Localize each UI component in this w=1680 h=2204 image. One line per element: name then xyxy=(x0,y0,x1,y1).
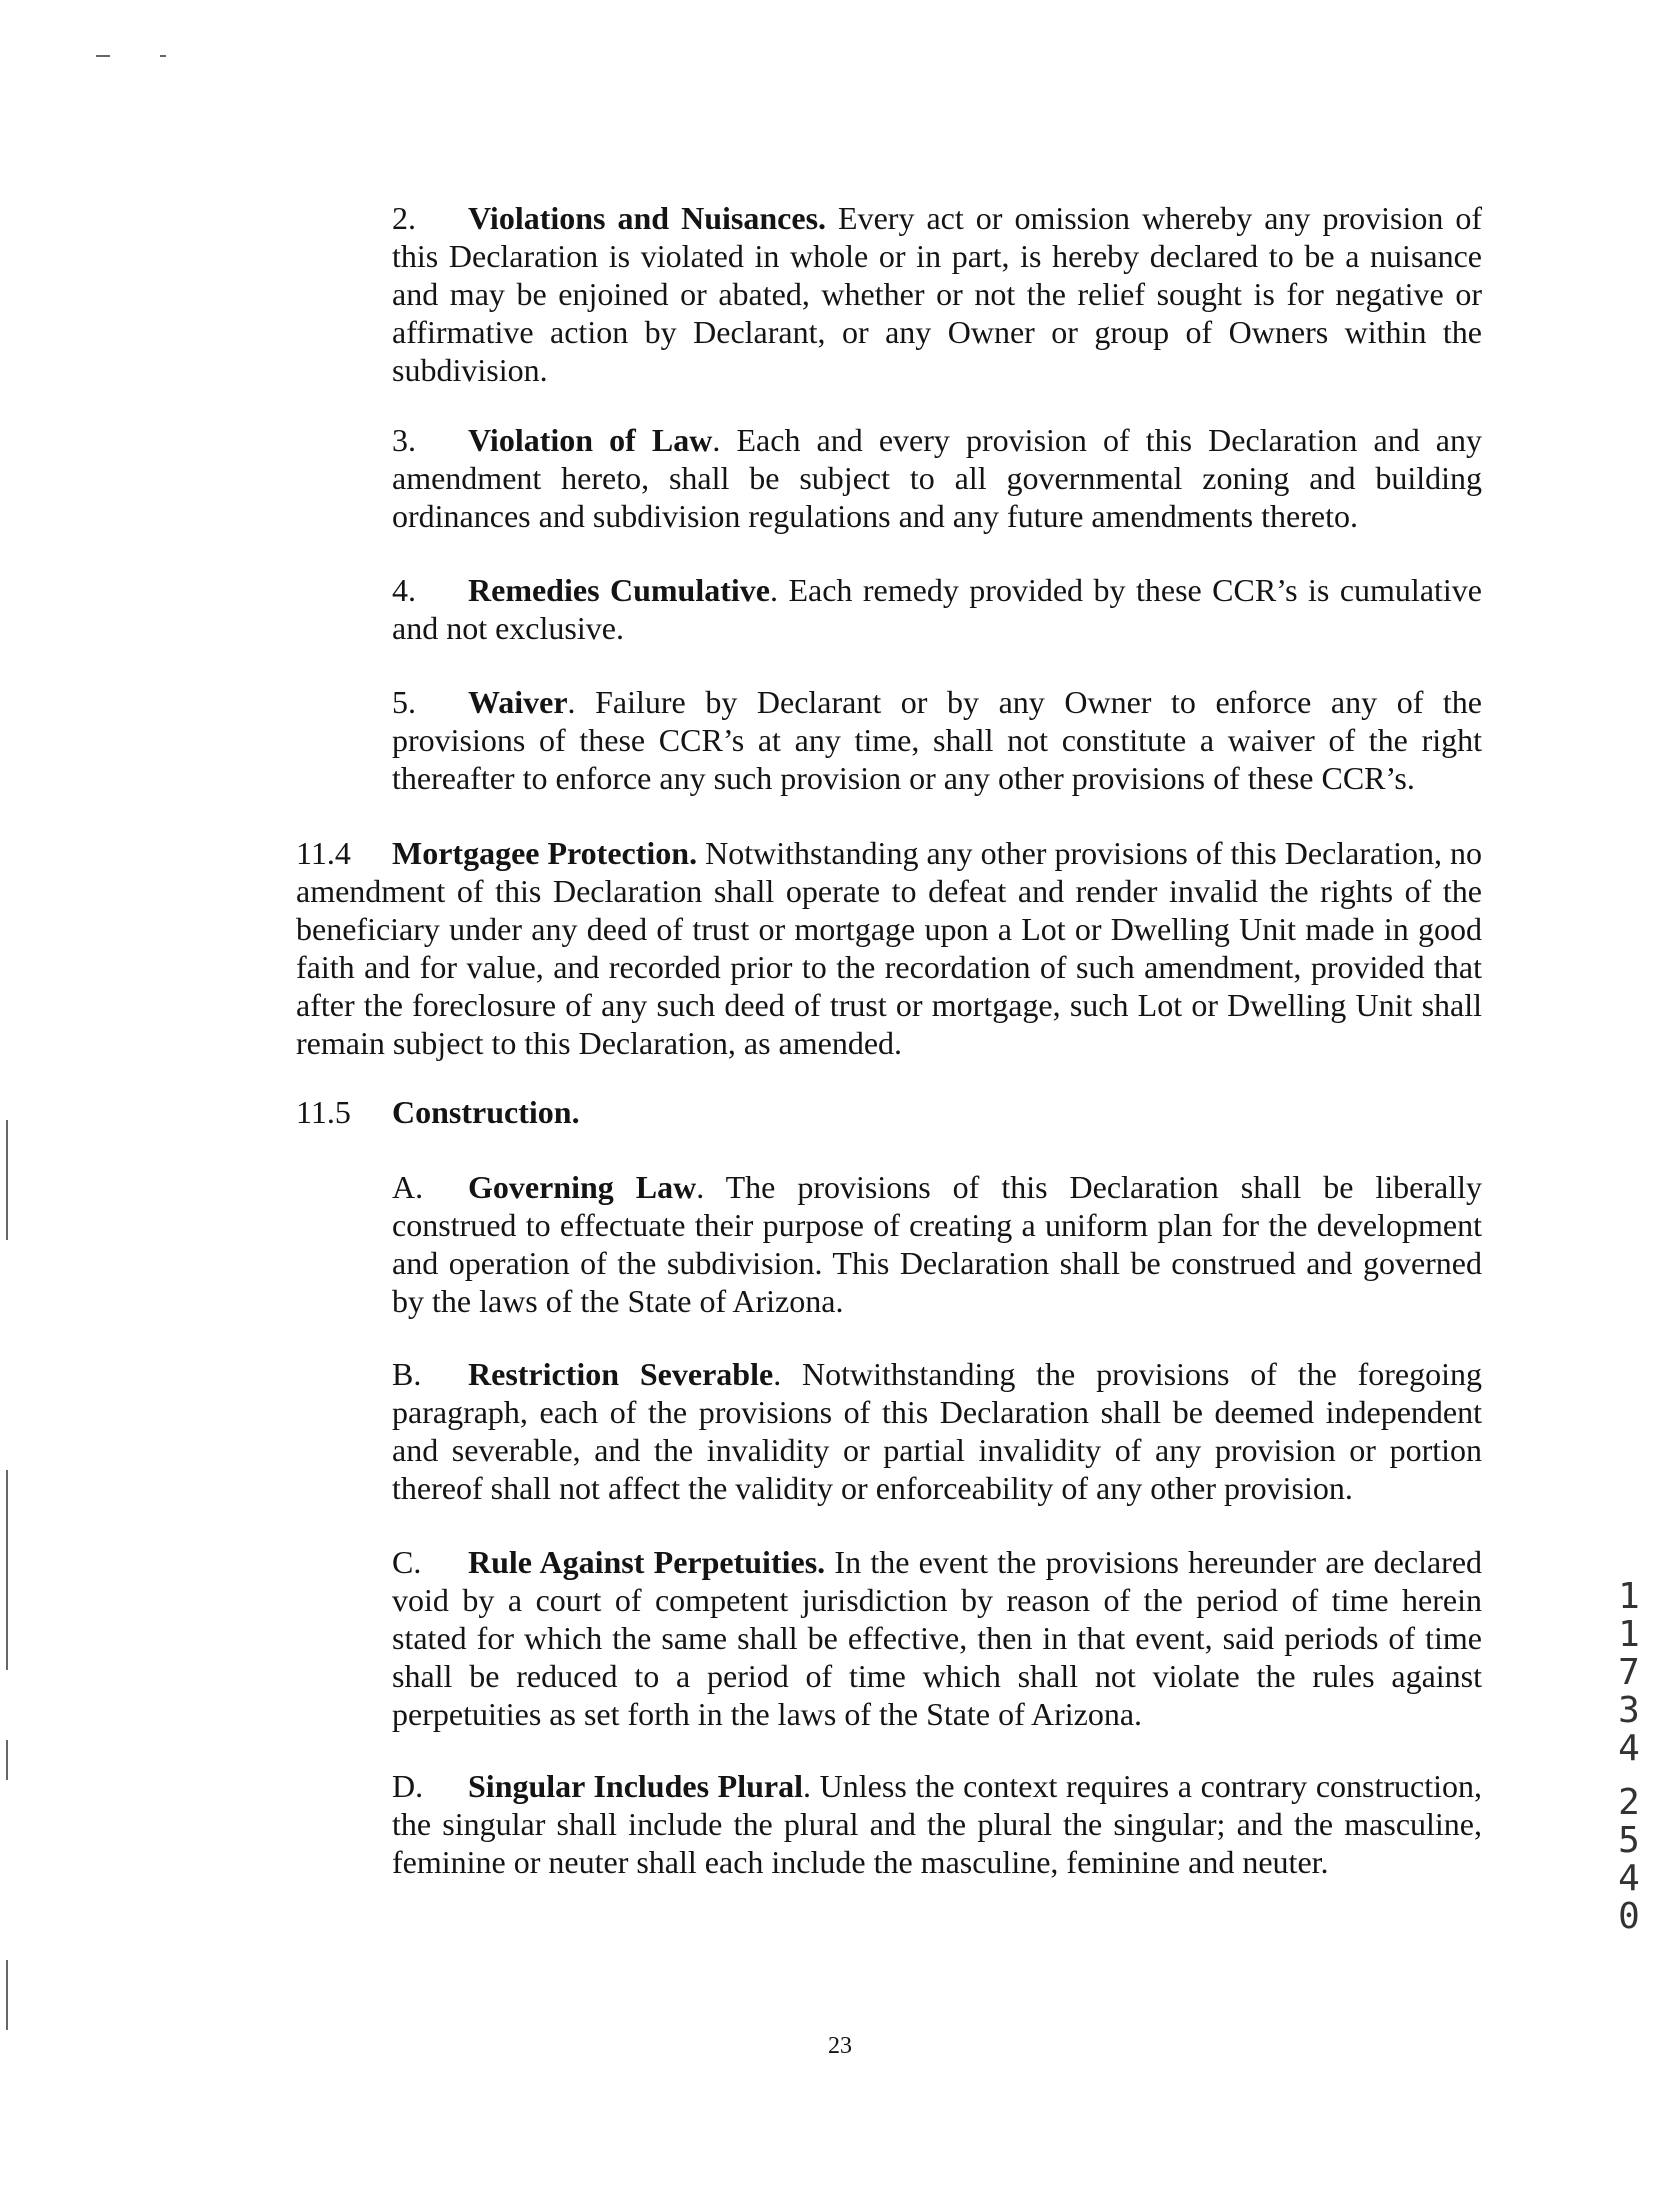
clause-number: 4. xyxy=(392,572,416,608)
scan-artifact xyxy=(6,1740,8,1780)
clause-heading: Waiver xyxy=(468,684,568,720)
scan-artifact xyxy=(6,1470,8,1670)
stamp-digit: 4 xyxy=(1618,1728,1640,1769)
recording-stamp-top xyxy=(1612,1578,1646,1768)
clause-heading: Violations and Nuisances xyxy=(468,200,819,236)
scan-artifact xyxy=(6,1960,8,2030)
clause-text: The provisions of this Declaration shall be liberally construed to effectuate their purpose of creating a uniform plan for the development and operation of the subdivision. This Declaration shall be construed and governed by the laws of the State of Arizona. xyxy=(392,1169,1483,1319)
clause-text: In the event the provisions hereunder are declared void by a court of competent jurisdiction by reason of the period of time herein stated for which the same shall be effective, then in that event, said periods of time shall be reduced to a period of time which shall not violate the rules against perpetuities as set forth in the laws of the State of Arizona. xyxy=(392,1544,1483,1732)
clause-text: Notwithstanding the provisions of the foregoing paragraph, each of the provisions of this Declaration shall be deemed independent and severable, and the invalidity or partial invalidity of any provision or portion thereof shall not affect the validity or enforceability of any other provision. xyxy=(392,1356,1483,1506)
stamp-digit: 1 xyxy=(1618,1576,1640,1617)
clause-number: A. xyxy=(392,1169,424,1205)
section-heading: Mortgagee Protection. xyxy=(392,835,698,871)
clause-waiver: 5. Waiver. Failure by Declarant or by any Owner to enforce any of the provisions of these CCR’s at any time, shall not constitute a waiver of the right thereafter to enforce any such provision or any other provisions of these CCR’s. xyxy=(392,684,1483,796)
section-11-5-construction xyxy=(296,1093,1482,1131)
clause-heading: Singular Includes Plural xyxy=(468,1768,804,1804)
section-text: Notwithstanding any other provisions of this Declaration, no amendment of this Declaration shall operate to defeat and render invalid the rights of the beneficiary under any deed of trust or mortgage upon a Lot or Dwelling Unit made in good faith and for value, and recorded prior to the recordation of such amendment, provided that after the foreclosure of any such deed of trust or mortgage, such Lot or Dwelling Unit shall remain subject to this Declaration, as amended. xyxy=(296,835,1483,1061)
clause-governing-law: A. Governing Law. The provisions of this Declaration shall be liberally construed to effectuate their purpose of creating a uniform plan for the development and operation of the subdivision. This Declaration shall be construed and governed by the laws of the State of Arizona. xyxy=(392,1169,1483,1319)
clause-text: Each and every provision of this Declaration and any amendment hereto, shall be subject to all governmental zoning and building ordinances and subdivision regulations and any future amendments thereto. xyxy=(392,422,1483,534)
clause-rule-against-perpetuities xyxy=(392,1543,1482,1733)
clause-number: B. xyxy=(392,1356,422,1392)
clause-number: 5. xyxy=(392,684,416,720)
clause-heading: Remedies Cumulative xyxy=(468,572,770,608)
clause-restriction-severable: B. Restriction Severable. Notwithstanding the provisions of the foregoing paragraph, each of the provisions of this Declaration shall be deemed independent and severable, and the invalidity or partial invalidity of any provision or portion thereof shall not affect the validity or enforceability of any other provision. xyxy=(392,1356,1483,1506)
stamp-digit: 0 xyxy=(1618,1896,1640,1937)
recording-stamp-bottom xyxy=(1612,1784,1646,1936)
clause-heading: Governing Law xyxy=(468,1169,697,1205)
stamp-digit: 2 xyxy=(1618,1782,1640,1823)
clause-number: C. xyxy=(392,1544,422,1580)
stamp-digit: 3 xyxy=(1618,1690,1640,1731)
stamp-digit: 7 xyxy=(1618,1652,1640,1693)
clause-number: 2. xyxy=(392,200,416,236)
scan-artifact xyxy=(96,55,110,57)
stamp-digit: 1 xyxy=(1618,1614,1640,1655)
clause-text: Each remedy provided by these CCR’s is cumulative and not exclusive. xyxy=(392,572,1483,646)
section-number: 11.5 xyxy=(296,1094,351,1130)
scan-artifact xyxy=(160,55,166,57)
stamp-digit: 5 xyxy=(1618,1820,1640,1861)
clause-text: Failure by Declarant or by any Owner to enforce any of the provisions of these CCR’s at any time, shall not constitute a waiver of the right thereafter to enforce any such provision or any other provisions of these CCR’s. xyxy=(392,684,1483,796)
clause-heading: Restriction Severable xyxy=(468,1356,774,1392)
clause-violation-of-law: 3. Violation of Law. Each and every provision of this Declaration and any amendment hereto, shall be subject to all governmental zoning and building ordinances and subdivision regulations and any future amendments thereto. xyxy=(392,422,1483,534)
clause-singular-includes-plural: D. Singular Includes Plural. Unless the context requires a contrary construction, the singular shall include the plural and the plural the singular; and the masculine, feminine or neuter shall each include the masculine, feminine and neuter. xyxy=(392,1768,1483,1880)
section-11-4-mortgagee-protection xyxy=(296,834,1482,1062)
page-number: 23 xyxy=(828,2033,852,2059)
clause-text: Every act or omission whereby any provision of this Declaration is violated in whole or in part, is hereby declared to be a nuisance and may be enjoined or abated, whether or not the relief sought is for negative or affirmative action by Declarant, or any Owner or group of Owners within the subdivision. xyxy=(392,200,1483,388)
stamp-digit: 4 xyxy=(1618,1858,1640,1899)
clause-number: 3. xyxy=(392,422,416,458)
section-number: 11.4 xyxy=(296,835,351,871)
scan-artifact xyxy=(6,1120,8,1240)
clause-remedies-cumulative: 4. Remedies Cumulative. Each remedy provided by these CCR’s is cumulative and not exclusive. xyxy=(392,572,1483,646)
clause-text: Unless the context requires a contrary construction, the singular shall include the plural and the plural the singular; and the masculine, feminine or neuter shall each include the masculine, feminine and neuter. xyxy=(392,1768,1483,1880)
clause-heading: Rule Against Perpetuities. xyxy=(468,1544,826,1580)
clause-violations-nuisances: 2. Violations and Nuisances. Every act or omission whereby any provision of this Declaration is violated in whole or in part, is hereby declared to be a nuisance and may be enjoined or abated, whether or not the relief sought is for negative or affirmative action by Declarant, or any Owner or group of Owners within the subdivision. xyxy=(392,200,1483,388)
section-heading: Construction. xyxy=(392,1094,580,1130)
clause-number: D. xyxy=(392,1768,424,1804)
clause-heading: Violation of Law xyxy=(468,422,713,458)
